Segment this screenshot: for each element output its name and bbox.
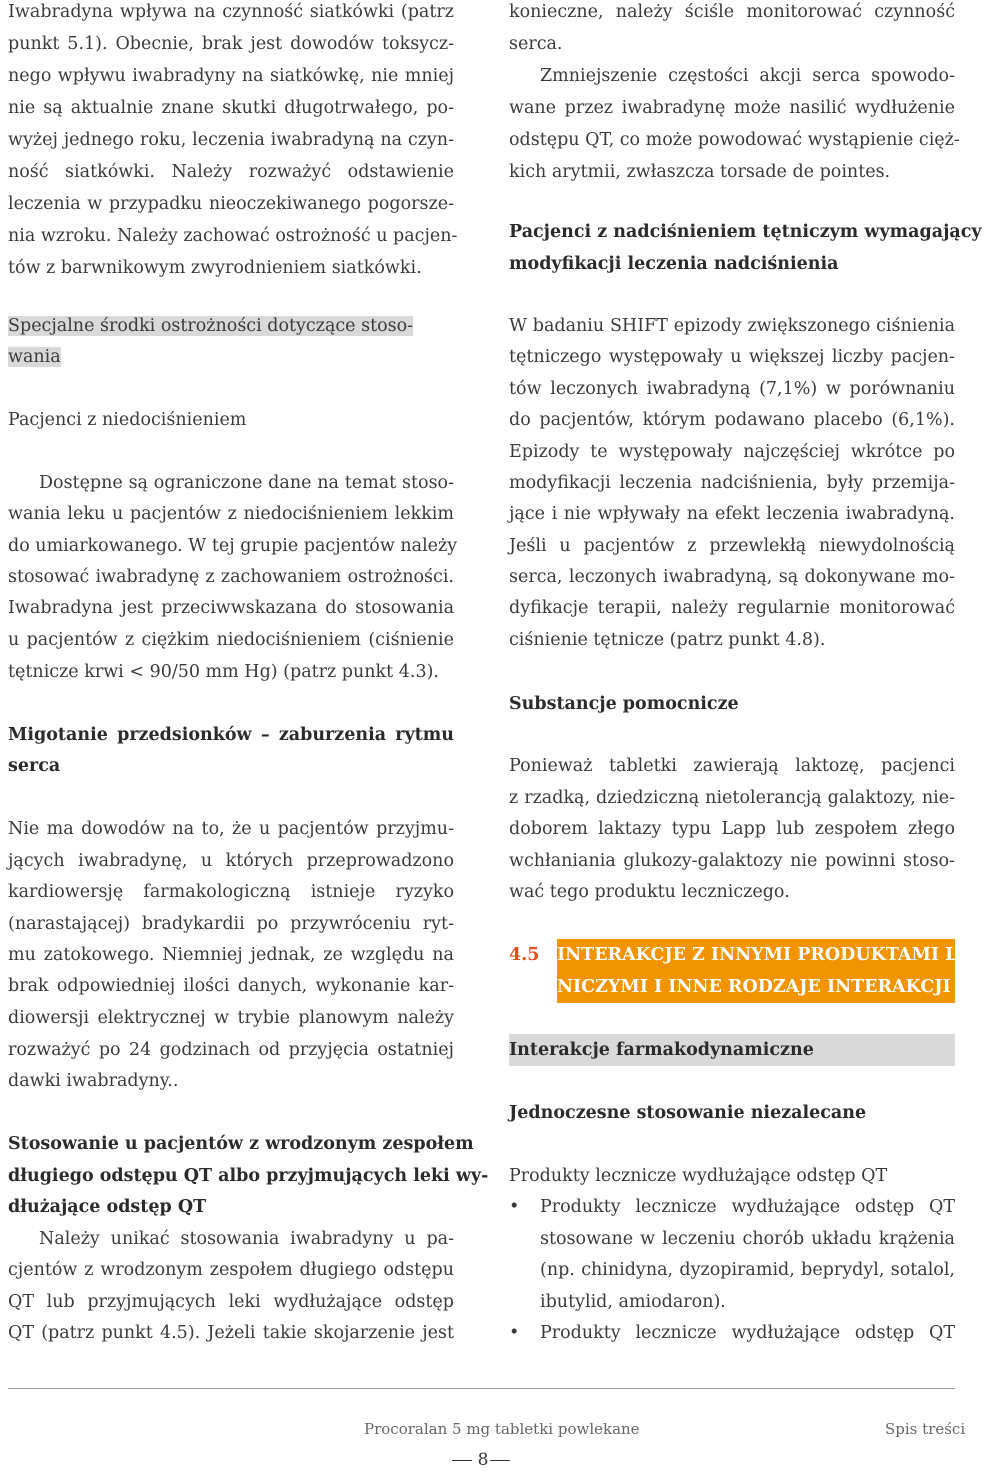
subheading: długiego odstępu QT albo przyjmujących leki wy- (8, 1166, 489, 1186)
section-heading: Interakcje farmakodynamiczne (509, 1034, 955, 1066)
body-line: stosować iwabradynę z zachowaniem ostrożności. (8, 567, 454, 587)
list-item: stosowane w leczeniu chorób układu krążenia (540, 1229, 955, 1249)
section-title: INTERAKCJE Z INNYMI PRODUKTAMI LECZ- (557, 939, 955, 971)
body-line: Należy unikać stosowania iwabradyny u pa- (39, 1229, 454, 1249)
body-line: nego wpływu iwabradyny na siatkówkę, nie mniej (8, 66, 454, 86)
body-line: wane przez iwabradynę może nasilić wydłużenie (509, 98, 955, 118)
toc-link[interactable]: Spis treści (885, 1420, 966, 1438)
section-number: 4.5 (509, 945, 540, 965)
footer-product: Procoralan 5 mg tabletki powlekane (364, 1420, 640, 1438)
bullet-icon: • (509, 1323, 520, 1343)
subheading: serca (8, 756, 61, 776)
subheading: modyfikacji leczenia nadciśnienia (509, 254, 839, 274)
body-line: W badaniu SHIFT epizody zwiększonego ciśnienia (509, 316, 955, 336)
subheading: Jednoczesne stosowanie niezalecane (509, 1103, 867, 1123)
footer-divider (8, 1388, 955, 1389)
body-line: Nie ma dowodów na to, że u pacjentów przyjmu- (8, 819, 454, 839)
body-line: wchłaniania glukozy-galaktozy nie powinni stoso- (509, 851, 955, 871)
subheading: Pacjenci z nadciśnieniem tętniczym wymagający (509, 222, 982, 242)
body-line: Dostępne są ograniczone dane na temat stoso- (39, 473, 454, 493)
body-line: dyfikacje terapii, należy regularnie monitorować (509, 598, 955, 618)
body-line: ność siatkówki. Należy rozważyć odstawienie (8, 162, 454, 182)
body-line: tętniczego występowały u większej liczby pacjen- (509, 347, 955, 367)
list-item: Produkty lecznicze wydłużające odstęp QT (540, 1323, 955, 1343)
body-line: (narastającej) bradykardii po przywróceniu ryt- (8, 914, 454, 934)
body-line: jących iwabradynę, u których przeprowadzono (8, 851, 454, 871)
body-line: mu zatokowego. Niemniej jednak, ze względu na (8, 945, 454, 965)
body-line: tów leczonych iwabradyną (7,1%) w porównaniu (509, 379, 955, 399)
body-line: do pacjentów, którym podawano placebo (6,1%). (509, 410, 955, 430)
body-line: rozważyć po 24 godzinach od przyjęcia ostatniej (8, 1040, 454, 1060)
body-line: do umiarkowanego. W tej grupie pacjentów należy (8, 536, 458, 556)
body-line: z rzadką, dziedziczną nietolerancją galaktozy, nie- (509, 788, 955, 808)
body-line: brak odpowiedniej ilości danych, wykonanie kar- (8, 976, 454, 996)
body-line: QT (patrz punkt 4.5). Jeżeli takie skojarzenie jest (8, 1323, 454, 1343)
page-dash-right (490, 1460, 510, 1461)
body-line: leczenia w przypadku nieoczekiwanego pogorsze- (8, 194, 454, 214)
body-line: nie są aktualnie znane skutki długotrwałego, po- (8, 98, 454, 118)
body-line: Jeśli u pacjentów z przewlekłą niewydolnością (509, 536, 955, 556)
body-line: Epizody te występowały najczęściej wkrótce po (509, 442, 955, 462)
body-line: cjentów z wrodzonym zespołem długiego odstępu (8, 1260, 454, 1280)
list-item: Produkty lecznicze wydłużające odstęp QT (540, 1197, 955, 1217)
body-line: serca. (509, 34, 563, 54)
section-heading: wania (8, 347, 61, 367)
bullet-icon: • (509, 1197, 520, 1217)
body-line: wania leku u pacjentów z niedociśnieniem lekkim (8, 504, 454, 524)
list-item: (np. chinidyna, dyzopiramid, beprydyl, sotalol, (540, 1260, 955, 1280)
body-line: tętnicze krwi < 90/50 mm Hg) (patrz punkt 4.3). (8, 662, 439, 682)
page-number: 8 (477, 1450, 489, 1470)
body-line: Ponieważ tabletki zawierają laktozę, pacjenci (509, 756, 955, 776)
body-line: doborem laktazy typu Lapp lub zespołem złego (509, 819, 955, 839)
body-line: kich arytmii, zwłaszcza torsade de pointes. (509, 162, 891, 182)
body-line: jące i nie wpływały na efekt leczenia iwabradyną. (509, 504, 955, 524)
body-line: wać tego produktu leczniczego. (509, 882, 790, 902)
body-line: modyfikacji leczenia nadciśnienia, były przemija- (509, 473, 955, 493)
body-line: QT lub przyjmujących leki wydłużające odstęp (8, 1292, 454, 1312)
body-line: tów z barwnikowym zwyrodnieniem siatkówki. (8, 258, 422, 278)
subheading: dłużające odstęp QT (8, 1197, 207, 1217)
section-title: NICZYMI I INNE RODZAJE INTERAKCJI (557, 971, 955, 1003)
body-line: kardiowersję farmakologiczną istnieje ryzyko (8, 882, 454, 902)
body-line: ciśnienie tętnicze (patrz punkt 4.8). (509, 630, 826, 650)
body-line: dawki iwabradyny.. (8, 1071, 179, 1091)
body-line: nia wzroku. Należy zachować ostrożność u pacjen- (8, 226, 458, 246)
body-line: serca, leczonych iwabradyną, są dokonywane mo- (509, 567, 955, 587)
body-line: wyżej jednego roku, leczenia iwabradyną na czyn- (8, 130, 454, 150)
body-line: Zmniejszenie częstości akcji serca spowodo- (540, 66, 955, 86)
body-line: konieczne, należy ściśle monitorować czynność (509, 2, 955, 22)
body-line: diowersji elektrycznej w trybie planowym należy (8, 1008, 454, 1028)
body-line: Iwabradyna jest przeciwwskazana do stosowania (8, 598, 454, 618)
body-line: odstępu QT, co może powodować wystąpienie cięż- (509, 130, 960, 150)
body-line: Produkty lecznicze wydłużające odstęp QT (509, 1166, 888, 1186)
subheading: Stosowanie u pacjentów z wrodzonym zespołem (8, 1134, 474, 1154)
body-line: u pacjentów z ciężkim niedociśnieniem (ciśnienie (8, 630, 454, 650)
body-line: Iwabradyna wpływa na czynność siatkówki (patrz (8, 2, 454, 22)
body-line: punkt 5.1). Obecnie, brak jest dowodów toksycz- (8, 34, 454, 54)
subheading: Migotanie przedsionków – zaburzenia rytmu (8, 725, 454, 745)
list-item: ibutylid, amiodaron). (540, 1292, 726, 1312)
subheading: Substancje pomocnicze (509, 694, 739, 714)
section-heading: Specjalne środki ostrożności dotyczące stoso- (8, 316, 414, 336)
subheading: Pacjenci z niedociśnieniem (8, 410, 247, 430)
